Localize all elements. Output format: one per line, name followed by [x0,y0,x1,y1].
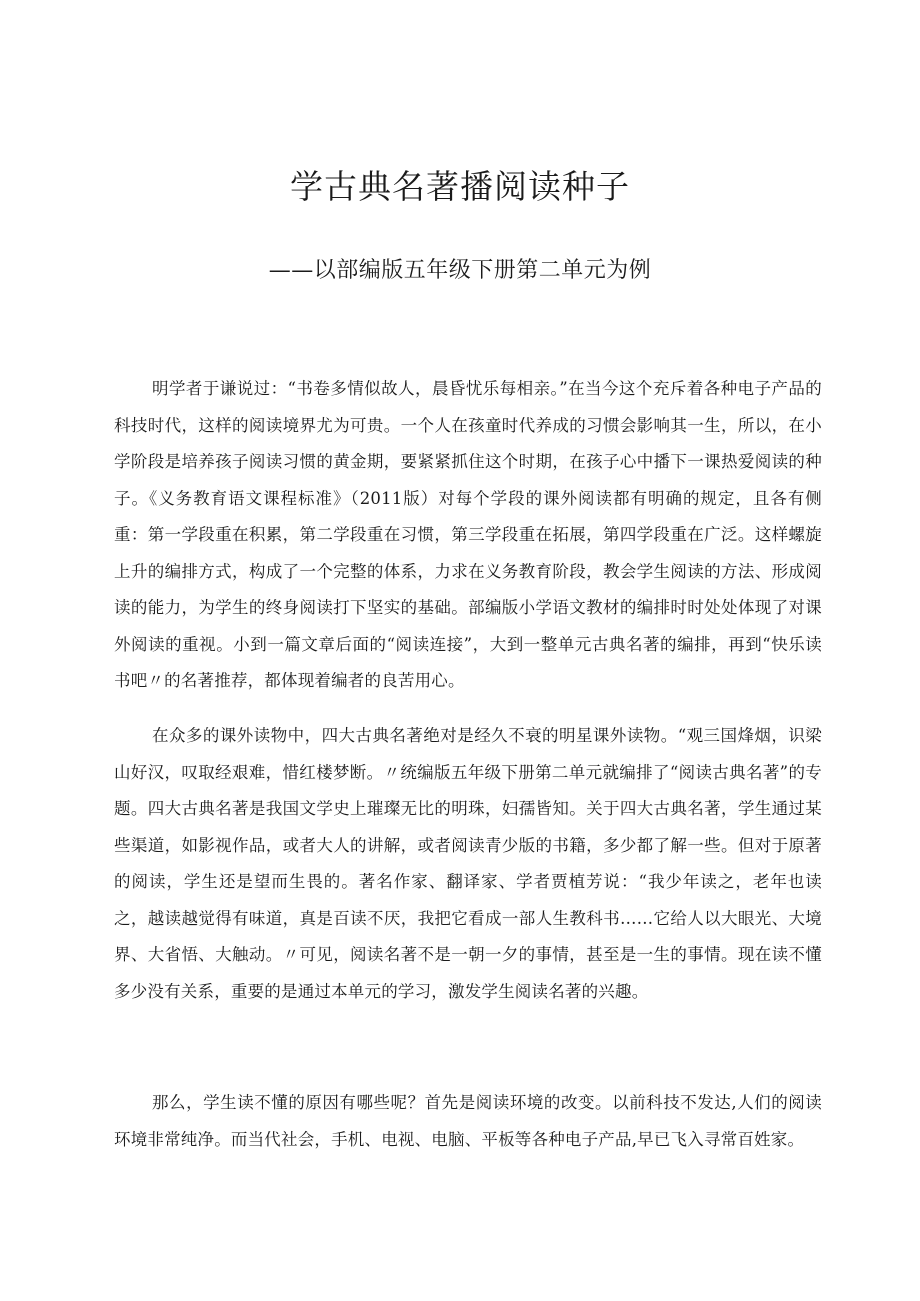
paragraph-2: 在众多的课外读物中，四大古典名著绝对是经久不衰的明星课外读物。“观三国烽烟，识梁山好汉，叹取经艰难，惜红楼梦断。〃统编版五年级下册第二单元就编排了“阅读古典名著”的专题。四大古典名著是我国文学史上璀璨无比的明珠，妇孺皆知。关于四大古典名著，学生通过某些渠道，如影视作品，或者大人的讲解，或者阅读青少版的书籍，多少都了解一些。但对于原著的阅读，学生还是望而生畏的。著名作家、翻译家、学者贾植芳说：“我少年读之，老年也读之，越读越觉得有味道，真是百读不厌，我把它看成一部人生教科书……它给人以大眼光、大境界、大省悟、大触动。〃可见，阅读名著不是一朝一夕的事情，甚至是一生的事情。现在读不懂多少没有关系，重要的是通过本单元的学习，激发学生阅读名著的兴趣。 [114,726,822,1001]
paragraph-1: 明学者于谦说过：“书卷多情似故人，晨昏忧乐每相亲。”在当今这个充斥着各种电子产品的科技时代，这样的阅读境界尤为可贵。一个人在孩童时代养成的习惯会影响其一生，所以，在小学阶段是培养孩子阅读习惯的黄金期，要紧紧抓住这个时期，在孩子心中播下一课热爱阅读的种子。《义务教育语文课程标准》（2011版）对每个学段的课外阅读都有明确的规定，且各有侧重：第一学段重在积累，第二学段重在习惯，第三学段重在拓展，第四学段重在广泛。这样螺旋上升的编排方式，构成了一个完整的体系，力求在义务教育阶段，教会学生阅读的方法、形成阅读的能力，为学生的终身阅读打下坚实的基础。部编版小学语文教材的编排时时处处体现了对课外阅读的重视。小到一篇文章后面的“阅读连接”，大到一整单元古典名著的编排，再到“快乐读书吧〃的名著推荐，都体现着编者的良苦用心。 [114,379,822,690]
document-title: 学古典名著播阅读种子 [290,167,630,206]
document-subtitle: ——以部编版五年级下册第二单元为例 [268,258,652,283]
paragraph-3: 那么，学生读不懂的原因有哪些呢？首先是阅读环境的改变。以前科技不发达,人们的阅读环境非常纯净。而当代社会，手机、电视、电脑、平板等各种电子产品,早已飞入寻常百姓家。 [114,1093,822,1149]
